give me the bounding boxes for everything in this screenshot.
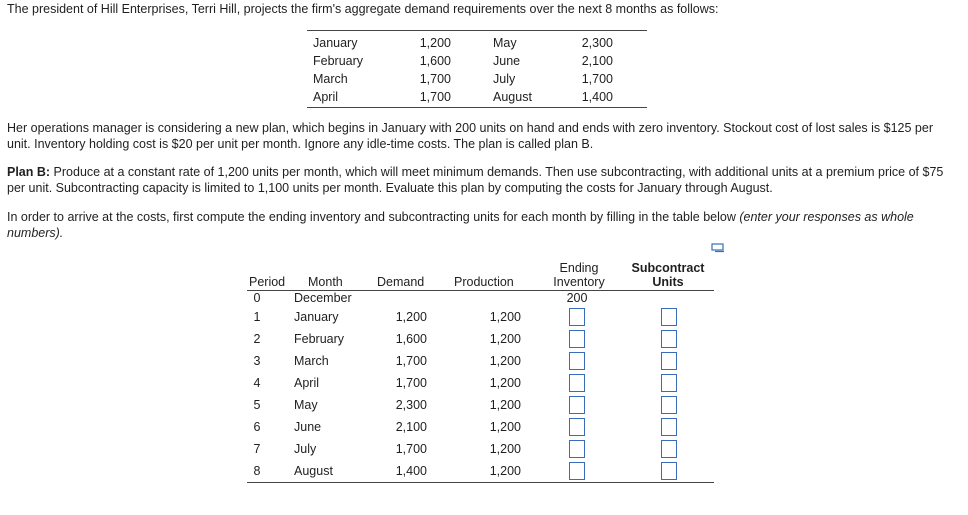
table-row <box>247 291 714 306</box>
month-cell: May <box>294 398 318 412</box>
month-label: April <box>313 90 339 104</box>
demand-value: 1,700 <box>419 72 451 86</box>
production-cell: 1,200 <box>489 442 521 456</box>
subcontract-units-input[interactable] <box>661 374 677 392</box>
table-row <box>247 416 714 438</box>
period-cell: 6 <box>253 420 261 434</box>
header-ending-inventory <box>544 261 614 289</box>
demand-cell: 2,100 <box>395 420 427 434</box>
demand-row <box>307 88 647 106</box>
ending-inventory-input[interactable] <box>569 352 585 370</box>
header-ending-line2: Inventory <box>553 275 605 289</box>
period-cell: 0 <box>253 291 261 305</box>
header-ending-line1: Ending <box>559 261 599 275</box>
period-cell: 3 <box>253 354 261 368</box>
month-label: May <box>493 36 517 50</box>
operations-paragraph: Her operations manager is considering a new plan, which begins in January with 200 units on hand and ends with zero inventory. Stockout cost of lost sales is $125 per unit. Inventory holding cost is $20 per unit per month. Ignore any idle-time costs. The plan is called plan B. <box>7 121 933 151</box>
month-label: August <box>493 90 532 104</box>
demand-value: 1,200 <box>419 36 451 50</box>
demand-table <box>307 30 647 108</box>
ending-inventory-input[interactable] <box>569 418 585 436</box>
table-row <box>247 372 714 394</box>
table-row <box>247 460 714 483</box>
demand-cell: 1,600 <box>395 332 427 346</box>
table-row <box>247 438 714 460</box>
ending-inventory-input[interactable] <box>569 462 585 480</box>
period-cell: 5 <box>253 398 261 412</box>
subcontract-units-input[interactable] <box>661 330 677 348</box>
production-cell: 1,200 <box>489 376 521 390</box>
plan-b-table <box>247 258 714 483</box>
demand-cell: 1,700 <box>395 354 427 368</box>
month-label: February <box>313 54 364 68</box>
month-label: January <box>313 36 358 50</box>
production-cell: 1,200 <box>489 354 521 368</box>
header-sub-line2: Units <box>652 275 684 289</box>
subcontract-units-input[interactable] <box>661 462 677 480</box>
month-label: March <box>313 72 348 86</box>
period-cell: 1 <box>253 310 261 324</box>
table-row <box>247 328 714 350</box>
demand-value: 1,400 <box>581 90 613 104</box>
month-label: July <box>493 72 516 86</box>
table-row <box>247 350 714 372</box>
month-cell: January <box>294 310 339 324</box>
subcontract-units-input[interactable] <box>661 418 677 436</box>
ending-inventory-input[interactable] <box>569 308 585 326</box>
demand-row <box>307 70 647 88</box>
demand-cell: 1,200 <box>395 310 427 324</box>
header-demand: Demand <box>377 275 425 289</box>
month-cell: July <box>294 442 317 456</box>
demand-row <box>307 34 647 52</box>
demand-value: 1,600 <box>419 54 451 68</box>
demand-cell: 1,700 <box>395 442 427 456</box>
subcontract-units-input[interactable] <box>661 440 677 458</box>
table-row <box>247 394 714 416</box>
header-month: Month <box>308 275 343 289</box>
subcontract-units-input[interactable] <box>661 396 677 414</box>
header-period: Period <box>249 275 286 289</box>
production-cell: 1,200 <box>489 420 521 434</box>
header-production: Production <box>454 275 514 289</box>
ending-inventory-input[interactable] <box>569 374 585 392</box>
ending-inventory-input[interactable] <box>569 330 585 348</box>
month-cell: December <box>294 291 352 305</box>
period-cell: 4 <box>253 376 261 390</box>
production-cell: 1,200 <box>489 464 521 478</box>
demand-value: 1,700 <box>419 90 451 104</box>
production-cell: 1,200 <box>489 310 521 324</box>
month-cell: August <box>294 464 333 478</box>
month-cell: June <box>294 420 322 434</box>
copy-table-icon[interactable] <box>711 243 725 253</box>
demand-value: 2,300 <box>581 36 613 50</box>
period-cell: 2 <box>253 332 261 346</box>
subcontract-units-input[interactable] <box>661 352 677 370</box>
demand-row <box>307 52 647 70</box>
starting-inventory: 200 <box>566 291 588 305</box>
intro-text: The president of Hill Enterprises, Terri Hill, projects the firm's aggregate demand requirements over the next 8 months as follows: <box>7 2 719 16</box>
demand-cell: 1,700 <box>395 376 427 390</box>
demand-value: 2,100 <box>581 54 613 68</box>
header-subcontract-units <box>625 261 711 289</box>
demand-cell: 2,300 <box>395 398 427 412</box>
plan-b-label: Plan B: <box>7 165 51 179</box>
table-header <box>247 258 714 291</box>
plan-b-text: Produce at a constant rate of 1,200 units per month, which will meet minimum demands. Then use subcontracting, with additional units at a premium price of $75 per unit. Subcontracting capacity is limited to 1,100 units per month. Evaluate this plan by computing the costs for January through August. <box>7 165 944 195</box>
subcontract-units-input[interactable] <box>661 308 677 326</box>
header-sub-line1: Subcontract <box>631 261 705 275</box>
instruction-text: In order to arrive at the costs, first compute the ending inventory and subcontracting units for each month by filling in the table below <box>7 210 740 224</box>
ending-inventory-input[interactable] <box>569 396 585 414</box>
month-cell: April <box>294 376 320 390</box>
production-cell: 1,200 <box>489 398 521 412</box>
demand-value: 1,700 <box>581 72 613 86</box>
instruction-paragraph <box>7 209 957 241</box>
instruction-italic: (enter your responses as whole numbers). <box>7 210 914 240</box>
month-cell: March <box>294 354 329 368</box>
demand-cell: 1,400 <box>395 464 427 478</box>
table-row <box>247 306 714 328</box>
period-cell: 7 <box>253 442 261 456</box>
period-cell: 8 <box>253 464 261 478</box>
plan-b-paragraph <box>7 164 957 196</box>
ending-inventory-input[interactable] <box>569 440 585 458</box>
production-cell: 1,200 <box>489 332 521 346</box>
month-label: June <box>493 54 521 68</box>
month-cell: February <box>294 332 345 346</box>
